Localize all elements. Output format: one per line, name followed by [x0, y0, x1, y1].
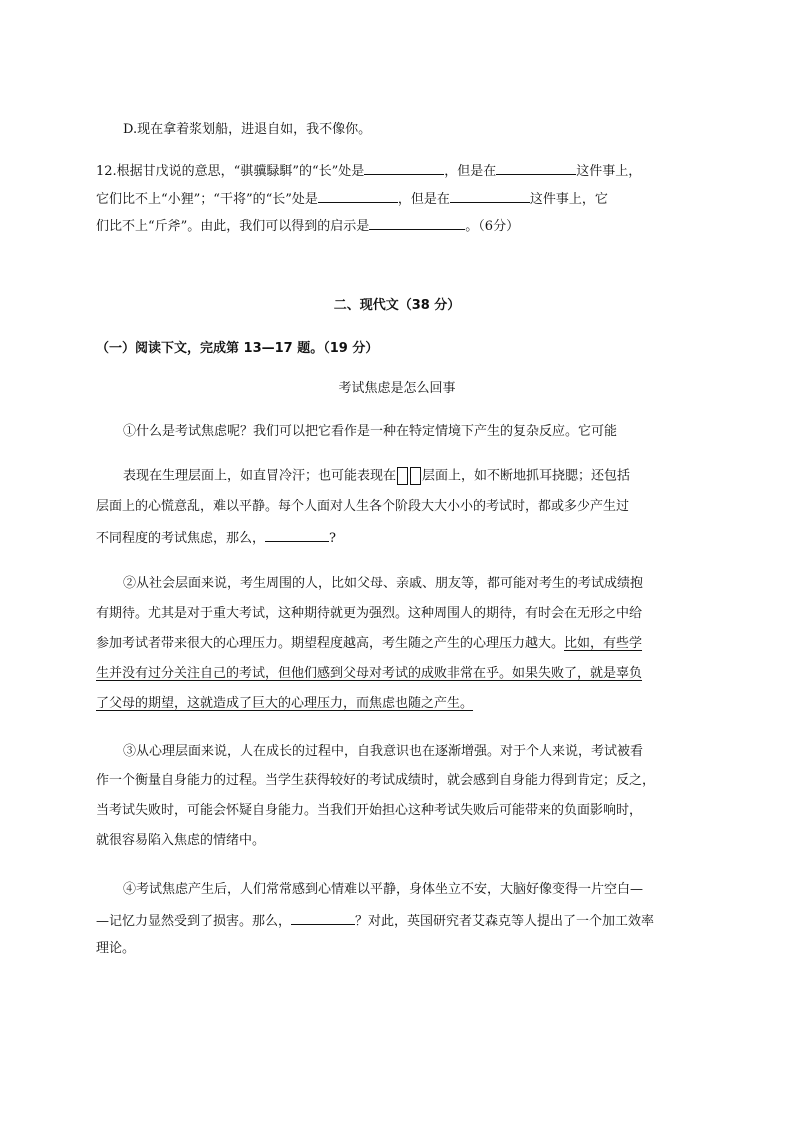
section-title: 二、现代文（38 分）	[333, 298, 461, 313]
p1-text: 层面上，如不断地抓耳挠腮；还包括	[422, 468, 631, 484]
answer-blank[interactable]	[496, 161, 576, 175]
q12-text: 12.根据甘戊说的意思，“骐骥騄駬”的“长”处是	[96, 164, 365, 179]
answer-blank[interactable]	[318, 189, 398, 203]
answer-blank[interactable]	[265, 528, 329, 542]
paragraph-3-line-3: 当考试失败时，可能会怀疑自身能力。当我们开始担心这种考试失败后可能带来的负面影响时，	[96, 803, 643, 818]
underlined-sentence-line-3: 了父母的期望，这就造成了巨大的心理压力，而焦虑也随之产生。	[96, 696, 474, 711]
paragraph-4-line-3: 理论。	[96, 941, 136, 956]
underlined-sentence-line-2: 生并没有过分关注自己的考试，但他们感到父母对考试的成败非常在乎。如果失败了，就是辜负	[96, 666, 643, 681]
q12-text: 这件事上，	[576, 164, 642, 179]
answer-blank[interactable]	[369, 216, 465, 230]
underlined-sentence: 比如，有些学	[564, 636, 643, 651]
q12-text: 它们比不上“小狸”；“干将”的“长”处是	[96, 192, 318, 207]
p4-text: ？对此，英国研究者艾森克等人提出了一个加工效率	[355, 914, 655, 929]
paragraph-2-line-2: 有期待。尤其是对于重大考试，这种期待就更为强烈。这种周围人的期待，有时会在无形之中给	[96, 606, 643, 621]
paragraph-3-line-1: ③从心理层面来说，人在成长的过程中，自我意识也在逐渐增强。对于个人来说，考试被看	[123, 744, 644, 759]
p1-text: ?	[329, 531, 336, 546]
part-instruction: （一）阅读下文，完成第 13—17 题。（19 分）	[96, 341, 379, 356]
paragraph-1-line-1: ①什么是考试焦虑呢？我们可以把它看作是一种在特定情境下产生的复杂反应。它可能	[123, 424, 618, 439]
q12-text: ，但是在	[397, 192, 450, 207]
paragraph-1-line-3: 层面上的心慌意乱，难以平静。每个人面对人生各个阶段大大小小的考试时，都或多少产生过	[96, 499, 630, 514]
answer-blank[interactable]	[450, 189, 530, 203]
p1-text: 不同程度的考试焦虑，那么，	[96, 531, 266, 546]
paragraph-3-line-4: 就很容易陷入焦虑的情绪中。	[96, 833, 266, 848]
answer-box[interactable]	[397, 467, 408, 485]
paragraph-4-line-1: ④考试焦虑产生后，人们常常感到心情难以平静，身体坐立不安，大脑好像变得一片空白—	[123, 882, 644, 897]
p4-text: —记忆力显然受到了损害。那么，	[96, 914, 292, 929]
paragraph-1-line-2	[123, 467, 630, 486]
answer-blank[interactable]	[364, 161, 444, 175]
article-title: 考试焦虑是怎么回事	[338, 381, 456, 396]
q12-text: ，但是在	[444, 164, 497, 179]
option-d: D.现在拿着浆划船，进退自如，我不像你。	[123, 122, 372, 137]
question-12-line-2	[96, 189, 608, 209]
question-12-line-1	[96, 161, 641, 181]
q12-text: 这件事上，它	[529, 192, 608, 207]
paragraph-4-line-2	[96, 911, 654, 931]
p2-text: 参加考试者带来很大的心理压力。期望程度越高，考生随之产生的心理压力越大。	[96, 636, 565, 651]
paragraph-2-line-1: ②从社会层面来说，考生周围的人，比如父母、亲戚、朋友等，都可能对考生的考试成绩抱	[123, 576, 644, 591]
q12-text: 。（6分）	[465, 219, 520, 234]
paragraph-3-line-2: 作一个衡量自身能力的过程。当学生获得较好的考试成绩时，就会感到自身能力得到肯定；反之，	[96, 773, 656, 788]
answer-blank[interactable]	[291, 911, 355, 925]
question-12-line-3	[96, 216, 519, 236]
q12-text: 们比不上“斤斧”。由此，我们可以得到的启示是	[96, 219, 370, 234]
answer-box[interactable]	[410, 467, 421, 485]
p1-text: 表现在生理层面上，如直冒冷汗；也可能表现在	[123, 468, 397, 484]
paragraph-2-line-3	[96, 635, 642, 653]
paragraph-1-line-4	[96, 528, 336, 548]
